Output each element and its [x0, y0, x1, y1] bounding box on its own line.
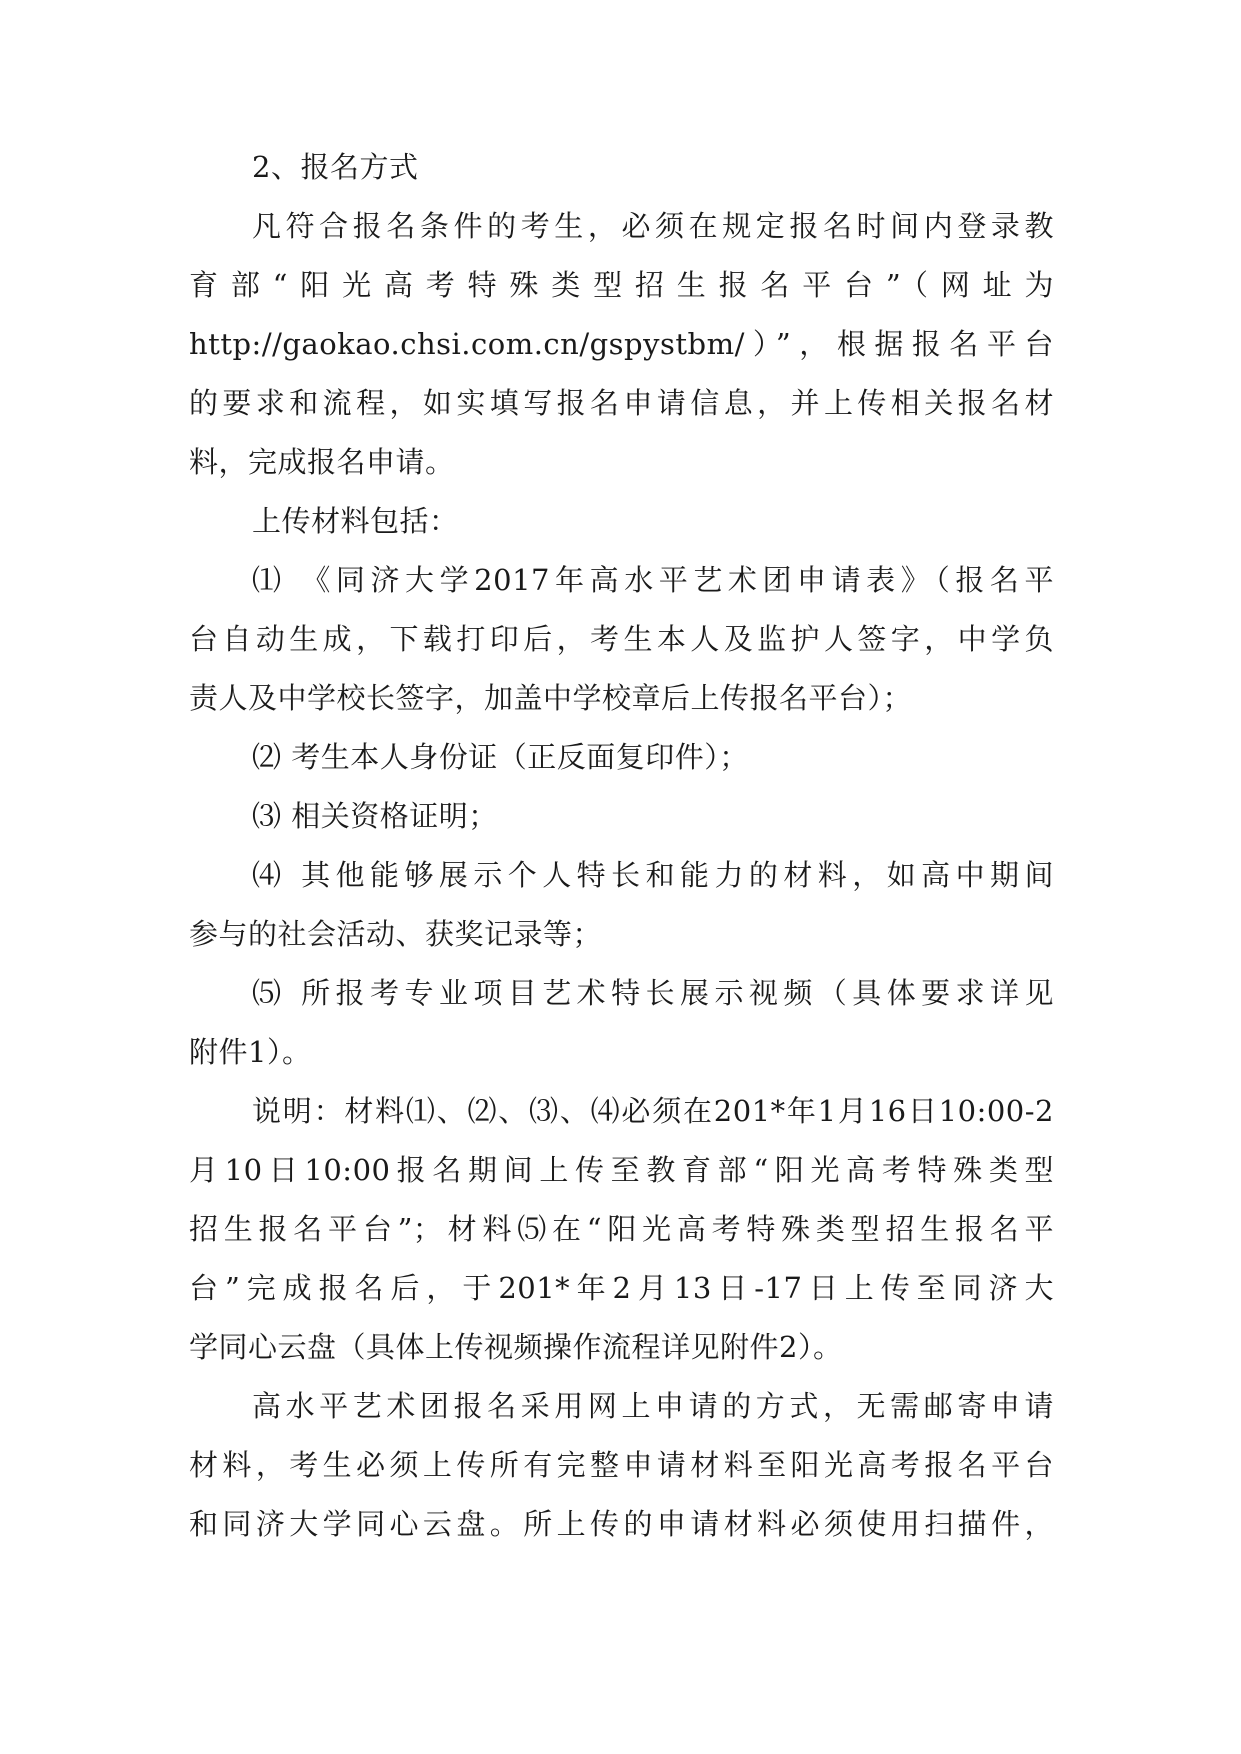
section-heading: 2、报名方式 [252, 150, 419, 184]
paragraph-line: 高水平艺术团报名采用网上申请的方式，无需邮寄申请 [252, 1389, 1054, 1423]
paragraph-line: 材料，考生必须上传所有完整申请材料至阳光高考报名平台 [189, 1448, 1054, 1482]
list-item-line: ⑴ 《同济大学2017年高水平艺术团申请表》（报名平 [252, 563, 1054, 597]
list-item-line: 责人及中学校长签字，加盖中学校章后上传报名平台）； [189, 681, 913, 715]
paragraph-line: http://gaokao.chsi.com.cn/gspystbm/）”，根据报名平台 [189, 327, 1054, 361]
list-item-line: ⑵ 考生本人身份证（正反面复印件）； [252, 740, 749, 774]
note-line: 招生报名平台”；材料⑸在“阳光高考特殊类型招生报名平 [189, 1212, 1054, 1246]
list-item-line: 参与的社会活动、获奖记录等； [189, 917, 603, 951]
upload-materials-intro: 上传材料包括： [252, 504, 459, 538]
note-line: 月10日10:00报名期间上传至教育部“阳光高考特殊类型 [189, 1153, 1054, 1187]
note-line: 说明：材料⑴、⑵、⑶、⑷必须在201*年1月16日10:00-2 [252, 1094, 1054, 1128]
list-item-line: 附件1）。 [189, 1035, 312, 1069]
note-line: 台”完成报名后，于201*年2月13日-17日上传至同济大 [189, 1271, 1054, 1305]
list-item-line: 台自动生成，下载打印后，考生本人及监护人签字，中学负 [189, 622, 1054, 656]
note-line: 学同心云盘（具体上传视频操作流程详见附件2）。 [189, 1330, 843, 1364]
list-item-line: ⑶ 相关资格证明； [252, 799, 498, 833]
list-item-line: ⑷ 其他能够展示个人特长和能力的材料，如高中期间 [252, 858, 1054, 892]
paragraph-line: 的要求和流程，如实填写报名申请信息，并上传相关报名材 [189, 386, 1054, 420]
list-item-line: ⑸ 所报考专业项目艺术特长展示视频（具体要求详见 [252, 976, 1054, 1010]
paragraph-line: 和同济大学同心云盘。所上传的申请材料必须使用扫描件， [189, 1507, 1054, 1541]
paragraph-line: 育部“阳光高考特殊类型招生报名平台”（网址为 [189, 268, 1054, 302]
paragraph-line: 凡符合报名条件的考生，必须在规定报名时间内登录教 [252, 209, 1054, 243]
paragraph-line: 料，完成报名申请。 [189, 445, 455, 479]
